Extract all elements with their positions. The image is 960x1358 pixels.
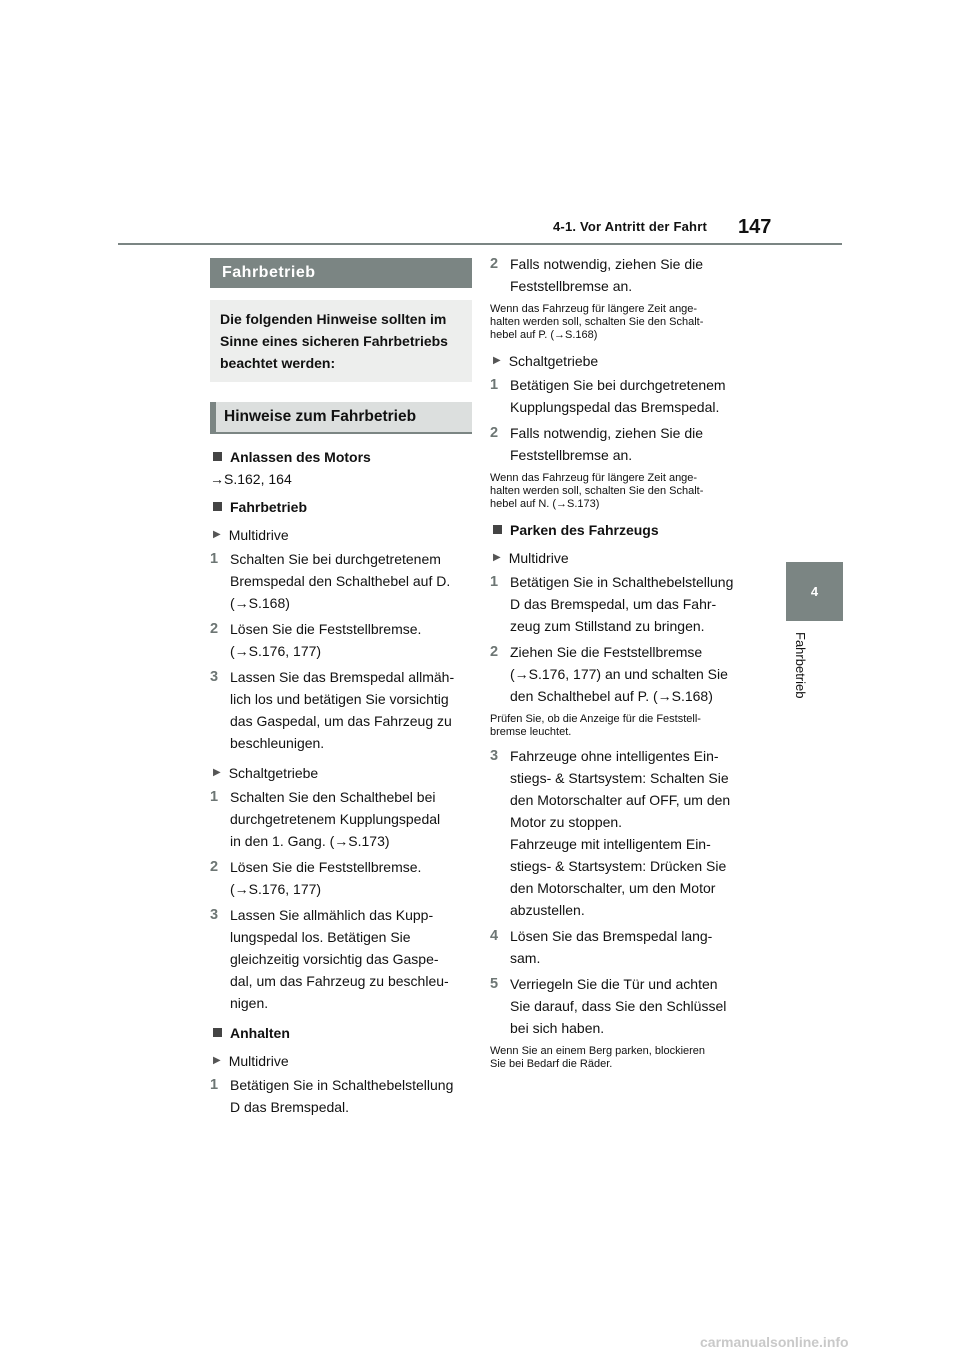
heading-parken: Parken des Fahrzeugs xyxy=(490,521,752,539)
list-item: 1 Betätigen Sie in Schalthebelstellung D das Bremspedal. xyxy=(210,1077,454,1115)
steps-schaltgetriebe xyxy=(210,786,472,1014)
note-text: Wenn das Fahrzeug für längere Zeit ange- halten werden soll, schalten Sie den Schalt- hebel auf N. (→S.173) xyxy=(490,472,704,510)
triangle-bullet-icon: ▶ xyxy=(493,552,501,563)
list-item: 2 Falls notwendig, ziehen Sie die Feststellbremse an. xyxy=(490,425,704,463)
section-title: Fahrbetrieb xyxy=(210,258,472,288)
section-header: 4-1. Vor Antritt der Fahrt xyxy=(553,219,707,234)
watermark: carmanualsonline.info xyxy=(700,1334,849,1350)
steps-multidrive xyxy=(210,548,472,754)
heading-anlassen: Anlassen des Motors xyxy=(210,448,472,466)
intro-box: Die folgenden Hinweise sollten im Sinne eines sicheren Fahrbetriebs beachtet werden: xyxy=(210,300,472,382)
list-item: 3 Fahrzeuge ohne intelligentes Ein- stiegs- & Startsystem: Schalten Sie den Motorschalter auf OFF, um den Motor zu stoppen. Fahrzeuge mit intelligentem Ein- stiegs- & Startsystem: Drücken Sie den Motorschalter, um den Motor abzustellen. xyxy=(490,748,731,918)
list-item: 1 Betätigen Sie bei durchgetretenem Kupplungspedal das Bremspedal. xyxy=(490,377,726,415)
list-item: 1 Schalten Sie bei durchgetretenem Bremspedal den Schalthebel auf D. (→S.168) xyxy=(210,551,451,611)
chapter-tab[interactable]: 4 xyxy=(786,562,843,621)
sub-heading-multidrive: ▶ Multidrive xyxy=(213,1053,289,1069)
square-bullet-icon xyxy=(213,1028,222,1037)
list-item: 2 Ziehen Sie die Feststellbremse (→S.176, 177) an und schalten Sie den Schalthebel auf P. (→S.168) xyxy=(490,644,728,704)
triangle-bullet-icon: ▶ xyxy=(213,767,221,778)
list-item: 1 Betätigen Sie in Schalthebelstellung D das Bremspedal, um das Fahr- zeug zum Stillstand zu bringen. xyxy=(490,574,734,634)
heading-fahrbetrieb: Fahrbetrieb xyxy=(210,498,472,516)
left-column xyxy=(210,258,472,1118)
note-text: Wenn das Fahrzeug für längere Zeit ange- halten werden soll, schalten Sie den Schalt- hebel auf P. (→S.168) xyxy=(490,303,704,341)
page-number: 147 xyxy=(738,216,772,238)
triangle-bullet-icon: ▶ xyxy=(213,529,221,540)
list-item: 2 Lösen Sie die Feststellbremse. (→S.176, 177) xyxy=(210,621,422,659)
list-item: 4 Lösen Sie das Bremspedal lang- sam. xyxy=(490,928,713,966)
square-bullet-icon xyxy=(493,525,502,534)
header-rule xyxy=(118,243,842,245)
list-item: 5 Verriegeln Sie die Tür und achten Sie darauf, dass Sie den Schlüssel bei sich haben. xyxy=(490,976,727,1036)
sub-heading-schaltgetriebe: ▶ Schaltgetriebe xyxy=(493,353,599,369)
sub-heading-multidrive: ▶ Multidrive xyxy=(493,550,569,566)
chapter-side-label: Fahrbetrieb xyxy=(793,632,808,699)
sub-heading-schaltgetriebe: ▶ Schaltgetriebe xyxy=(213,765,319,781)
triangle-bullet-icon: ▶ xyxy=(493,355,501,366)
heading-anhalten: Anhalten xyxy=(210,1024,472,1042)
list-item: 3 Lassen Sie das Bremspedal allmäh- lich los und betätigen Sie vorsichtig das Gaspedal, um das Fahrzeug zu beschleunigen. xyxy=(210,669,455,751)
square-bullet-icon xyxy=(213,502,222,511)
list-item: 2 Falls notwendig, ziehen Sie die Feststellbremse an. xyxy=(490,256,704,294)
sub-heading-multidrive: ▶ Multidrive xyxy=(213,527,289,543)
square-bullet-icon xyxy=(213,452,222,461)
note-text: Prüfen Sie, ob die Anzeige für die Feststell- bremse leuchtet. xyxy=(490,713,701,738)
subsection-title: Hinweise zum Fahrbetrieb xyxy=(210,402,472,434)
right-column xyxy=(490,253,752,1071)
list-item: 3 Lassen Sie allmählich das Kupp- lungspedal los. Betätigen Sie gleichzeitig vorsichtig das Gaspe- dal, um das Fahrzeug zu beschleu- nigen. xyxy=(210,907,449,1011)
note-text: Wenn Sie an einem Berg parken, blockieren Sie bei Bedarf die Räder. xyxy=(490,1045,706,1070)
list-item: 2 Lösen Sie die Feststellbremse. (→S.176, 177) xyxy=(210,859,422,897)
triangle-bullet-icon: ▶ xyxy=(213,1055,221,1066)
page-reference[interactable]: →S.162, 164 xyxy=(210,471,292,487)
list-item: 1 Schalten Sie den Schalthebel bei durchgetretenem Kupplungspedal in den 1. Gang. (→S.173) xyxy=(210,789,441,849)
